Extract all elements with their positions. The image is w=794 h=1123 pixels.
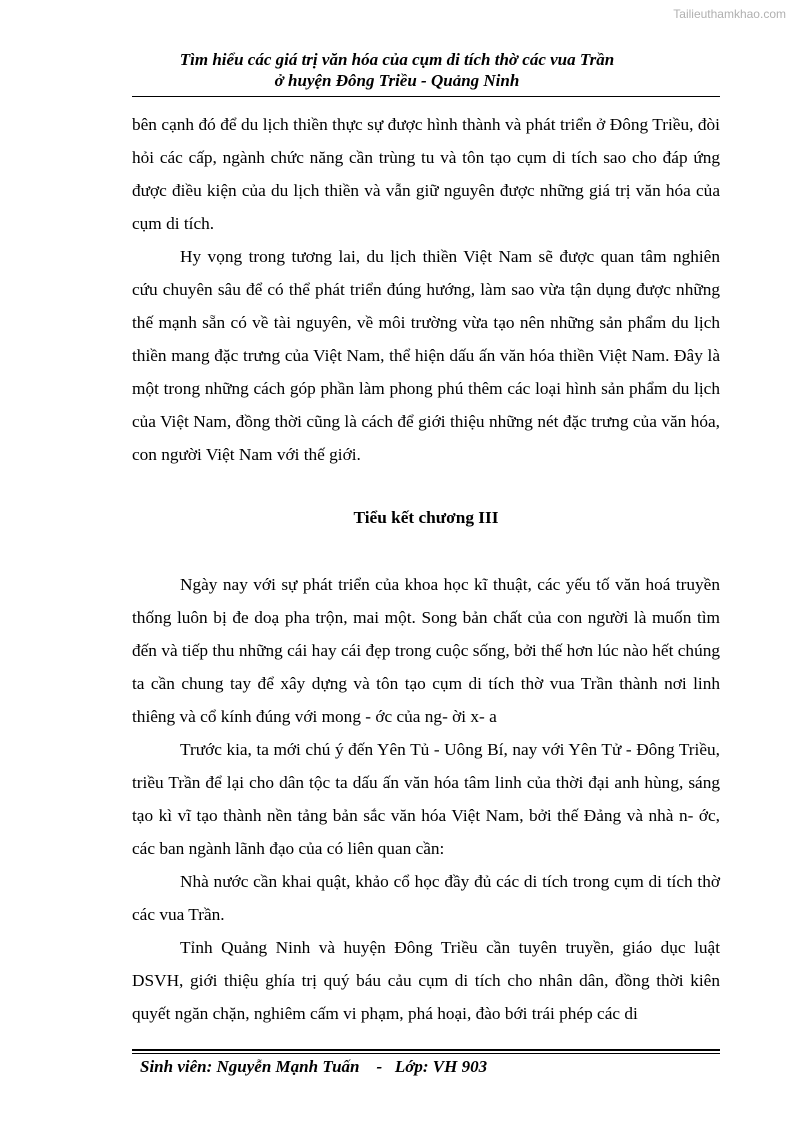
footer-divider-thick [132, 1049, 720, 1051]
footer-divider-thin [132, 1053, 720, 1054]
header-divider [132, 96, 720, 97]
running-header [0, 49, 794, 91]
paragraph: Nhà nước cần khai quật, khảo cổ học đầy đủ các di tích trong cụm di tích thờ các vua Trần. [132, 872, 720, 924]
header-title-line-2: ở huyện Đông Triều - Quảng Ninh [274, 71, 520, 90]
paragraph: bên cạnh đó để du lịch thiền thực sự được hình thành và phát triển ở Đông Triều, đòi hỏi các cấp, ngành chức năng cần trùng tu và tôn tạo cụm di tích sao cho đáp ứng được điều kiện của du lịch thiền và vẫn giữ nguyên được những giá trị văn hóa của cụm di tích. [132, 115, 720, 233]
watermark: Tailieuthamkhao.com [673, 7, 786, 21]
section-heading: Tiểu kết chương III [353, 508, 499, 527]
page-body [132, 108, 720, 1030]
paragraph: Hy vọng trong tương lai, du lịch thiền Việt Nam sẽ được quan tâm nghiên cứu chuyên sâu để có thể phát triển đúng hướng, làm sao vừa tận dụng được những thế mạnh sẵn có về tài nguyên, về môi trường vừa tạo nên những sản phẩm du lịch thiền mang đặc trưng của Việt Nam, thể hiện dấu ấn văn hóa thiền Việt Nam. Đây là một trong những cách góp phần làm phong phú thêm các loại hình sản phẩm du lịch của Việt Nam, đồng thời cũng là cách để giới thiệu những nét đặc trưng của văn hóa, con người Việt Nam với thế giới. [132, 247, 720, 464]
running-footer: Sinh viên: Nguyễn Mạnh Tuấn - Lớp: VH 903 [140, 1057, 488, 1076]
paragraph: Ngày nay với sự phát triển của khoa học kĩ thuật, các yếu tố văn hoá truyền thống luôn bị đe doạ pha trộn, mai một. Song bản chất của con người là muốn tìm đến và tiếp thu những cái hay cái đẹp trong cuộc sống, bởi thế hơn lúc nào hết chúng ta cần chung tay để xây dựng và tôn tạo cụm di tích thờ vua Trần thành nơi linh thiêng và cổ kính đúng với mong - ớc của ng- ời x- a [132, 575, 720, 726]
paragraph: Tỉnh Quảng Ninh và huyện Đông Triều cần tuyên truyền, giáo dục luật DSVH, giới thiệu ghía trị quý báu cảu cụm di tích cho nhân dân, đồng thời kiên quyết ngăn chặn, nghiêm cấm vi phạm, phá hoại, đào bới trái phép các di [132, 938, 720, 1023]
paragraph: Trước kia, ta mới chú ý đến Yên Tủ - Uông Bí, nay với Yên Tử - Đông Triều, triều Trần để lại cho dân tộc ta dấu ấn văn hóa tâm linh của thời đại anh hùng, sáng tạo kì vĩ tạo thành nền tảng bản sắc văn hóa Việt Nam, bởi thế Đảng và nhà n- ớc, các ban ngành lãnh đạo của có liên quan cần: [132, 740, 720, 858]
header-title-line-1: Tìm hiểu các giá trị văn hóa của cụm di tích thờ các vua Trần [179, 50, 615, 69]
